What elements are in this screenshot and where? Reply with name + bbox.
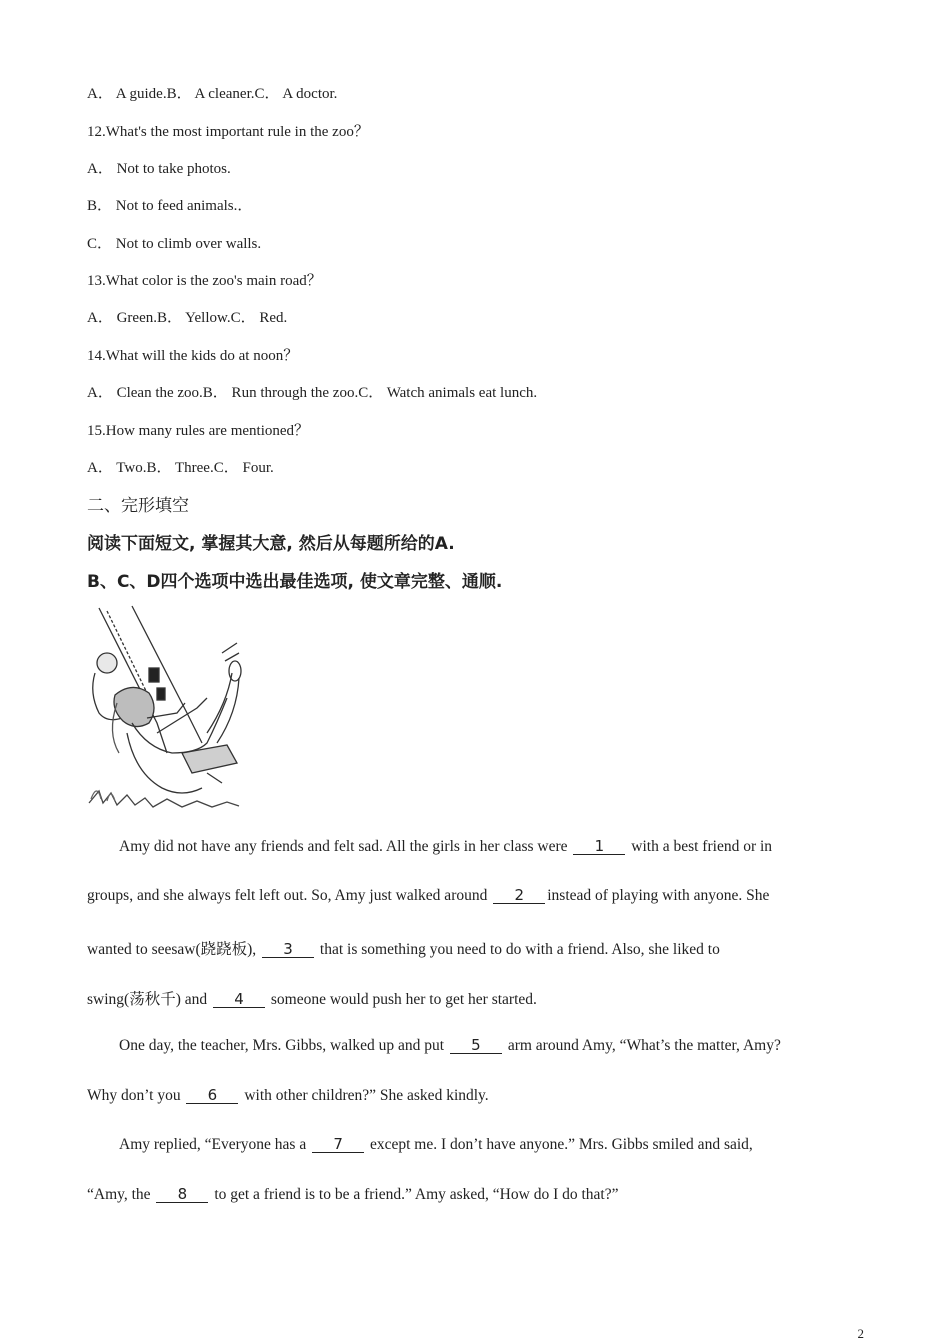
passage-text: Why don’t you [87,1087,181,1104]
page-number: 2 [857,1326,864,1341]
q15-question: 15.How many rules are mentioned？ [87,423,310,439]
passage-line-4 [87,987,847,1009]
passage-text: that is something you need to do with a friend. Also, she liked to [319,941,720,958]
section-title: 二、完形填空 [87,496,189,516]
passage-line-3 [87,937,847,959]
q12-option-c: C． Not to climb over walls. [87,236,262,252]
passage-text: Amy did not have any friends and felt sad. All the girls in her class were [119,838,568,855]
passage-text: One day, the teacher, Mrs. Gibbs, walked up and put [119,1037,445,1054]
q13-question: 13.What color is the zoo's main road？ [87,273,322,289]
q15-options: A． Two.B． Three.C． Four. [87,460,274,476]
q13-options: A． Green.B． Yellow.C． Red. [87,310,288,326]
blank-7[interactable]: 7 [312,1136,364,1153]
passage-text: to get a friend is to be a friend.” Amy asked, “How do I do that?” [214,1186,619,1203]
section-instruction-1: 阅读下面短文, 掌握其大意, 然后从每题所给的A. [87,534,455,554]
q14-question: 14.What will the kids do at noon？ [87,348,299,364]
blank-5[interactable]: 5 [450,1037,502,1054]
passage-text: arm around Amy, “What’s the matter, Amy? [507,1037,781,1054]
passage-text: “Amy, the [87,1186,151,1203]
passage-line-8 [87,1186,847,1204]
q12-option-b: B． Not to feed animals.． [87,198,253,214]
passage-text: with other children?” She asked kindly. [244,1087,489,1104]
passage-text: instead of playing with anyone. She [547,887,770,904]
passage-line-1 [119,838,879,856]
blank-8[interactable]: 8 [156,1186,208,1203]
passage-text: wanted to seesaw(跷跷板), [87,941,257,958]
passage-line-5 [119,1037,879,1055]
blank-4[interactable]: 4 [213,991,265,1008]
passage-text: with a best friend or in [631,838,773,855]
section-instruction-2: B、C、D四个选项中选出最佳选项, 使文章完整、通顺. [87,572,503,592]
passage-text: groups, and she always felt left out. So, Amy just walked around [87,887,488,904]
passage-text: except me. I don’t have anyone.” Mrs. Gibbs smiled and said, [369,1136,753,1153]
passage-text: Amy replied, “Everyone has a [119,1136,307,1153]
q11-options: A． A guide.B． A cleaner.C． A doctor. [87,86,338,102]
girl-on-swing-illustration [87,603,243,811]
q14-options: A． Clean the zoo.B． Run through the zoo.C． Watch animals eat lunch. [87,385,538,401]
passage-line-7 [119,1136,879,1154]
q12-option-a: A． Not to take photos. [87,161,231,177]
q12-question: 12.What's the most important rule in the zoo？ [87,124,369,140]
passage-text: swing(荡秋千) and [87,991,208,1008]
passage-line-6 [87,1087,847,1105]
passage-line-2 [87,887,847,905]
blank-3[interactable]: 3 [262,941,314,958]
passage-text: someone would push her to get her started. [270,991,537,1008]
blank-2[interactable]: 2 [493,887,545,904]
blank-1[interactable]: 1 [573,838,625,855]
blank-6[interactable]: 6 [186,1087,238,1104]
